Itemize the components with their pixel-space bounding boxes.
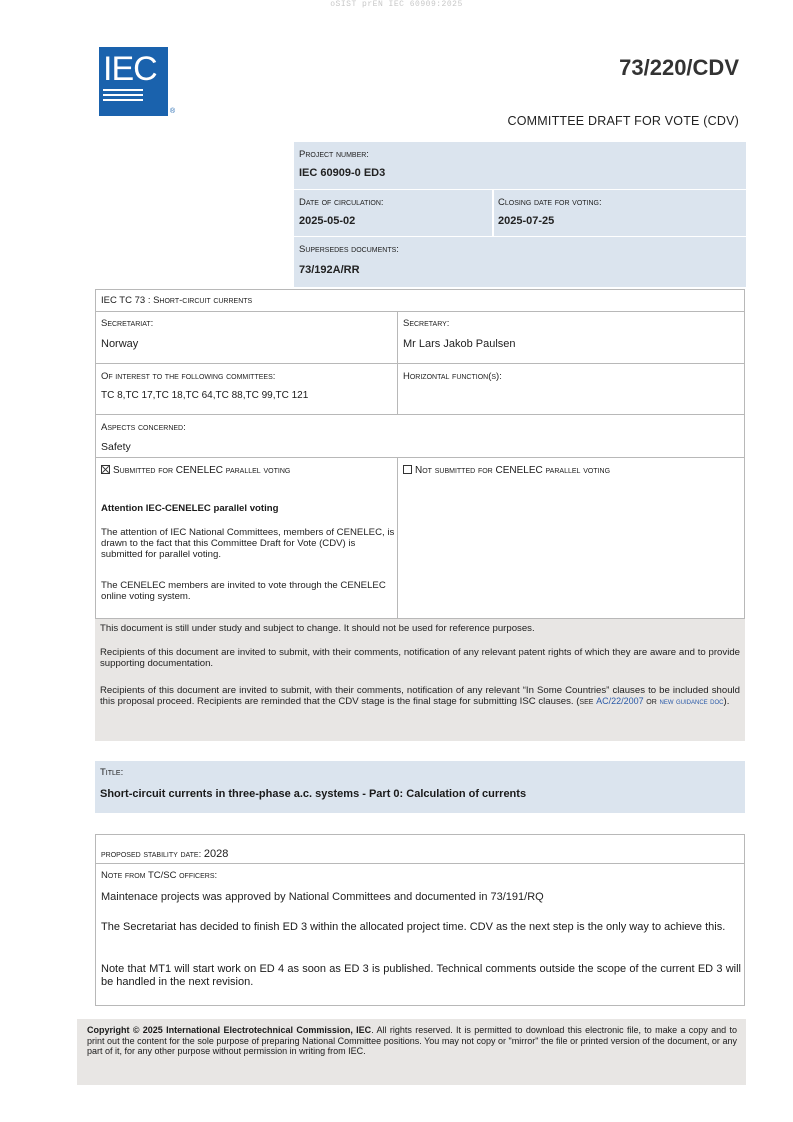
attention-paragraph-1: The attention of IEC National Committees, members of CENELEC, is drawn to the fact that this Committee Draft for Vote (CDV) is submitted for parallel voting. (101, 527, 395, 560)
registered-mark: ® (170, 108, 176, 115)
aspects: Safety (101, 441, 131, 453)
notice-paragraph-1: This document is still under study and subject to change. It should not be used for reference purposes. (100, 623, 535, 634)
ac-22-2007-link[interactable]: AC/22/2007 (596, 696, 644, 706)
secretariat-label: Secretariat: (101, 318, 154, 329)
copyright-text: Copyright © 2025 International Electrotechnical Commission, IEC. All rights reserved. It is permitted to download this electronic file, to make a copy and to print out the content for the sole purpose of preparing National Committee positions. You may not copy or "mirror" the file or printed version of the document, or any part of it, for any other purpose without permission in writing from IEC. (87, 1025, 737, 1056)
closing-cell (494, 190, 746, 236)
circulation-label: Date of circulation: (299, 197, 384, 208)
interest-label: Of interest to the following committees: (101, 371, 276, 382)
project-number-cell (294, 142, 746, 189)
document-number: 73/220/CDV (619, 55, 739, 80)
not-submitted-option[interactable]: Not submitted for CENELEC parallel voting (403, 465, 610, 476)
project-number-label: Project number: (299, 149, 369, 160)
title-box (95, 761, 745, 813)
aspects-label: Aspects concerned: (101, 422, 186, 433)
stability-notes-box (95, 834, 745, 1006)
circulation-cell (294, 190, 492, 236)
copyright-box (77, 1019, 746, 1085)
attention-title: Attention IEC-CENELEC parallel voting (101, 503, 279, 514)
officers-note-1: Maintenace projects was approved by National Committees and documented in 73/191/RQ (101, 891, 544, 903)
stability-date: proposed stability date: 2028 (101, 848, 229, 860)
tc-header: IEC TC 73 : Short-circuit currents (101, 295, 253, 306)
supersedes-cell (294, 237, 746, 287)
circulation-date: 2025-05-02 (299, 215, 356, 227)
attention-paragraph-2: The CENELEC members are invited to vote through the CENELEC online voting system. (101, 580, 386, 602)
logo-text: IEC (103, 50, 157, 88)
supersedes-label: Supersedes documents: (299, 244, 399, 255)
document-title: Short-circuit currents in three-phase a.c. systems - Part 0: Calculation of currents (100, 788, 527, 800)
officers-note-label: Note from TC/SC officers: (101, 870, 218, 881)
submitted-option[interactable]: Submitted for CENELEC parallel voting (101, 465, 290, 476)
officers-note-3: Note that MT1 will start work on ED 4 as soon as ED 3 is published. Technical comments outside the scope of the current ED 3 will be handled in the next revision. (101, 963, 741, 988)
unchecked-box-icon[interactable] (403, 465, 412, 474)
secretariat: Norway (101, 338, 139, 350)
committee-table (95, 289, 745, 619)
watermark: oSIST prEN IEC 60909:2025 (330, 0, 463, 9)
document-type: COMMITTEE DRAFT FOR VOTE (CDV) (507, 114, 739, 128)
supersedes: 73/192A/RR (299, 264, 360, 276)
checked-box-icon[interactable] (101, 465, 110, 474)
new-guidance-doc-link[interactable]: new guidance doc (659, 696, 724, 706)
horizontal-label: Horizontal function(s): (403, 371, 502, 382)
officers-note-2: The Secretariat has decided to finish ED 3 within the allocated project time. CDV as the next step is the only way to achieve this. (101, 921, 726, 933)
notice-box (95, 619, 745, 741)
closing-label: Closing date for voting: (498, 197, 602, 208)
notice-paragraph-2: Recipients of this document are invited to submit, with their comments, notification of any relevant patent rights of which they are aware and to provide supporting documentation. (100, 647, 740, 669)
interest-committees: TC 8,TC 17,TC 18,TC 64,TC 88,TC 99,TC 121 (101, 390, 309, 401)
secretary-label: Secretary: (403, 318, 450, 329)
closing-date: 2025-07-25 (498, 215, 555, 227)
project-number: IEC 60909-0 ED3 (299, 167, 386, 179)
title-label: Title: (100, 767, 124, 778)
notice-paragraph-3: Recipients of this document are invited to submit, with their comments, notification of any relevant “In Some Countries” clauses to be included should this proposal proceed. Recipients are reminded that the CDV stage is the final stage for submitting ISC clauses. (see AC/22/2007 or new guidance doc). (100, 685, 740, 707)
iec-logo (99, 47, 168, 116)
secretary: Mr Lars Jakob Paulsen (403, 338, 516, 350)
